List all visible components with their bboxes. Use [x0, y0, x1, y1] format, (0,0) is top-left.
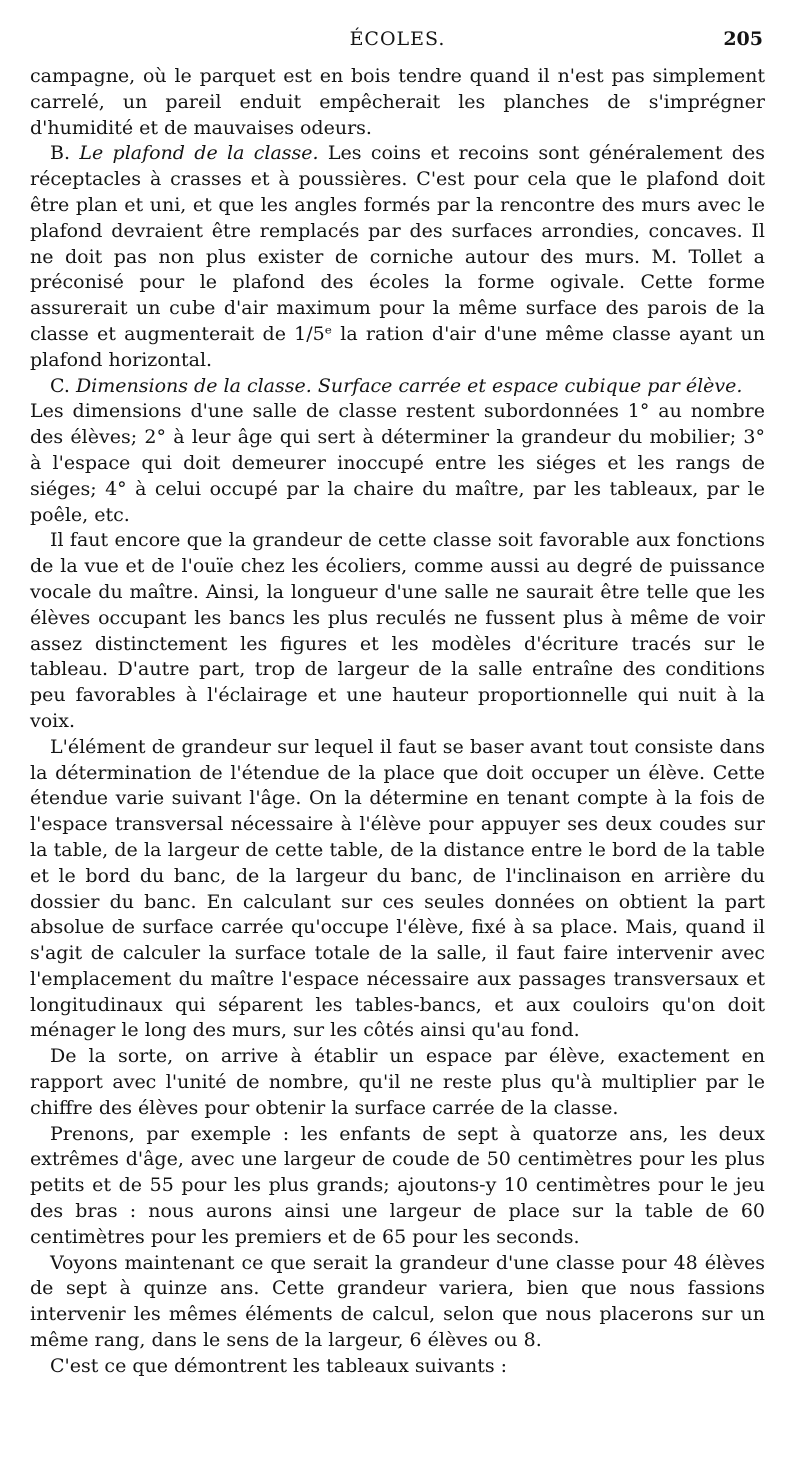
paragraph-9: C'est ce que démontrent les tableaux suivants :: [50, 1354, 508, 1377]
page-number: 205: [723, 28, 763, 50]
section-b-label: B.: [50, 142, 71, 165]
paragraph-7: Prenons, par exemple : les enfants de sept à quatorze ans, les deux extrêmes d'âge, avec une largeur de coude de 50 centimètres pour les plus petits et de 55 pour les plus grands; ajoutons-y 10 centimètres pour le jeu des bras : nous aurons ainsi une largeur de place sur la table de 60 centimètres pour les premiers et de 65 pour les seconds.: [30, 1122, 765, 1248]
section-b-text: Les coins et recoins sont généralement des réceptacles à crasses et à poussières. C'est pour cela que le plafond doit être plan et uni, et que les angles formés par la rencontre des murs avec le plafond devraient être remplacés par des surfaces arrondies, concaves. Il ne doit pas non plus exister de corniche autour des murs. M. Tollet a préconisé pour le plafond des écoles la forme ogivale. Cette forme assurerait un cube d'air maximum pour la même surface des parois de la classe et augmenterait de 1/5ᵉ la ration d'air d'une même classe ayant un plafond horizontal.: [30, 142, 765, 371]
section-c-title: Dimensions de la classe.: [75, 374, 312, 397]
paragraph-8: Voyons maintenant ce que serait la grandeur d'une classe pour 48 élèves de sept à quinze ans. Cette grandeur variera, bien que nous fassions intervenir les mêmes éléments de calcul, selon que nous placerons sur un même rang, dans le sens de la largeur, 6 élèves ou 8.: [30, 1251, 765, 1352]
running-header: [30, 28, 765, 54]
section-c-label: C.: [50, 374, 70, 397]
running-title: ÉCOLES.: [349, 28, 446, 50]
section-b-title: Le plafond de la classe.: [79, 142, 319, 165]
document-page: [30, 28, 765, 1380]
paragraph-3: Les dimensions d'une salle de classe restent subordonnées 1° au nombre des élèves; 2° à leur âge qui sert à déterminer la grandeur du mobilier; 3° à l'espace qui doit demeurer inoccupé entre les siéges et les rangs de siéges; 4° à celui occupé par la chaire du maître, par les tableaux, par le poêle, etc.: [30, 400, 765, 526]
paragraph-4: Il faut encore que la grandeur de cette classe soit favorable aux fonctions de la vue et de l'ouïe chez les écoliers, comme aussi au degré de puissance vocale du maître. Ainsi, la longueur d'une salle ne saurait être telle que les élèves occupant les bancs les plus reculés ne fussent plus à même de voir assez distinctement les figures et les modèles d'écriture tracés sur le tableau. D'autre part, trop de largeur de la salle entraîne des conditions peu favorables à l'éclairage et une hauteur proportionnelle qui nuit à la voix.: [30, 529, 765, 732]
paragraph-6: De la sorte, on arrive à établir un espace par élève, exactement en rapport avec l'unité de nombre, qu'il ne reste plus qu'à multiplier par le chiffre des élèves pour obtenir la surface carrée de la classe.: [30, 1045, 765, 1119]
section-b-paragraph: [30, 141, 765, 373]
paragraph-5: L'élément de grandeur sur lequel il faut se baser avant tout consiste dans la détermination de l'étendue de la place que doit occuper un élève. Cette étendue varie suivant l'âge. On la détermine en tenant compte à la fois de l'espace transversal nécessaire à l'élève pour appuyer ses deux coudes sur la table, de la largeur de cette table, de la distance entre le bord de la table et le bord du banc, de la largeur du banc, de l'inclinaison en arrière du dossier du banc. En calculant sur ces seules données on obtient la part absolue de surface carrée qu'occupe l'élève, fixé à sa place. Mais, quand il s'agit de calculer la surface totale de la salle, il faut faire intervenir avec l'emplacement du maître l'espace nécessaire aux passages transversaux et longitudinaux qui séparent les tables-bancs, et aux couloirs qu'on doit ménager le long des murs, sur les côtés ainsi qu'au fond.: [30, 735, 765, 1042]
section-c-subtitle: Surface carrée et espace cubique par élève.: [317, 374, 743, 397]
paragraph-1: campagne, où le parquet est en bois tendre quand il n'est pas simplement carrelé, un pareil enduit empêcherait les planches de s'imprégner d'humidité et de mauvaises odeurs.: [30, 65, 765, 139]
section-c-heading: [30, 374, 765, 400]
